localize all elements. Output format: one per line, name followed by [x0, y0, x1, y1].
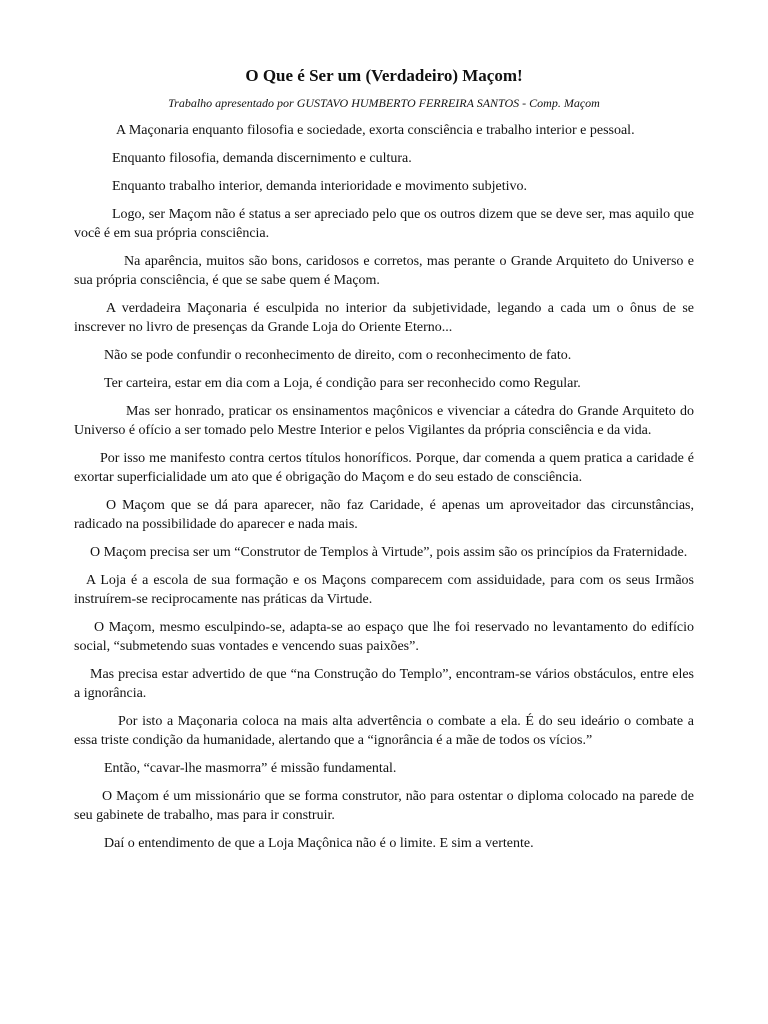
document-title: O Que é Ser um (Verdadeiro) Maçom! [245, 66, 523, 85]
paragraph: Então, “cavar-lhe masmorra” é missão fundamental. [104, 761, 397, 776]
paragraph: Ter carteira, estar em dia com a Loja, é condição para ser reconhecido como Regular. [104, 376, 581, 391]
paragraph: Enquanto filosofia, demanda discernimento e cultura. [112, 151, 412, 166]
paragraph: Não se pode confundir o reconhecimento de direito, com o reconhecimento de fato. [104, 348, 572, 363]
paragraph: Na aparência, muitos são bons, caridosos e corretos, mas perante o Grande Arquiteto do Universo e sua própria consciência, é que se sabe quem é Maçom. [74, 254, 694, 288]
paragraph: A verdadeira Maçonaria é esculpida no interior da subjetividade, legando a cada um o ônus de se inscrever no livro de presenças da Grande Loja do Oriente Eterno... [74, 301, 694, 335]
document-body [74, 121, 694, 853]
paragraph: Por isso me manifesto contra certos títulos honoríficos. Porque, dar comenda a quem pratica a caridade é exortar superficialidade um ato que é obrigação do Maçom e do seu estado de consciência. [74, 451, 694, 485]
paragraph: O Maçom é um missionário que se forma construtor, não para ostentar o diploma colocado na parede de seu gabinete de trabalho, mas para ir construir. [74, 789, 694, 823]
paragraph: Enquanto trabalho interior, demanda interioridade e movimento subjetivo. [112, 179, 528, 194]
paragraph: Daí o entendimento de que a Loja Maçônica não é o limite. E sim a vertente. [104, 836, 534, 851]
paragraph: Mas precisa estar advertido de que “na Construção do Templo”, encontram-se vários obstáculos, entre eles a ignorância. [74, 667, 694, 701]
paragraph: A Maçonaria enquanto filosofia e sociedade, exorta consciência e trabalho interior e pessoal. [116, 123, 635, 138]
paragraph: O Maçom que se dá para aparecer, não faz Caridade, é apenas um aproveitador das circunstâncias, radicado na possibilidade do aparecer e nada mais. [74, 498, 694, 532]
paragraph: A Loja é a escola de sua formação e os Maçons comparecem com assiduidade, para com os seus Irmãos instruírem-se reciprocamente nas práticas da Virtude. [74, 573, 694, 607]
paragraph: O Maçom precisa ser um “Construtor de Templos à Virtude”, pois assim são os princípios da Fraternidade. [90, 545, 688, 560]
paragraph: Logo, ser Maçom não é status a ser apreciado pelo que os outros dizem que se deve ser, mas aquilo que você é em sua própria consciência. [74, 207, 694, 241]
paragraph: Mas ser honrado, praticar os ensinamentos maçônicos e vivenciar a cátedra do Grande Arquiteto do Universo é ofício a ser tomado pelo Mestre Interior e pelos Vigilantes da própria consciência e da vida. [74, 404, 694, 438]
paragraph: O Maçom, mesmo esculpindo-se, adapta-se ao espaço que lhe foi reservado no levantamento do edifício social, “submetendo suas vontades e vencendo suas paixões”. [74, 620, 694, 654]
paragraph: Por isto a Maçonaria coloca na mais alta advertência o combate a ela. É do seu ideário o combate a essa triste condição da humanidade, alertando que a “ignorância é a mãe de todos os vícios.” [74, 714, 694, 748]
document-subtitle: Trabalho apresentado por GUSTAVO HUMBERTO FERREIRA SANTOS - Comp. Maçom [168, 96, 600, 110]
